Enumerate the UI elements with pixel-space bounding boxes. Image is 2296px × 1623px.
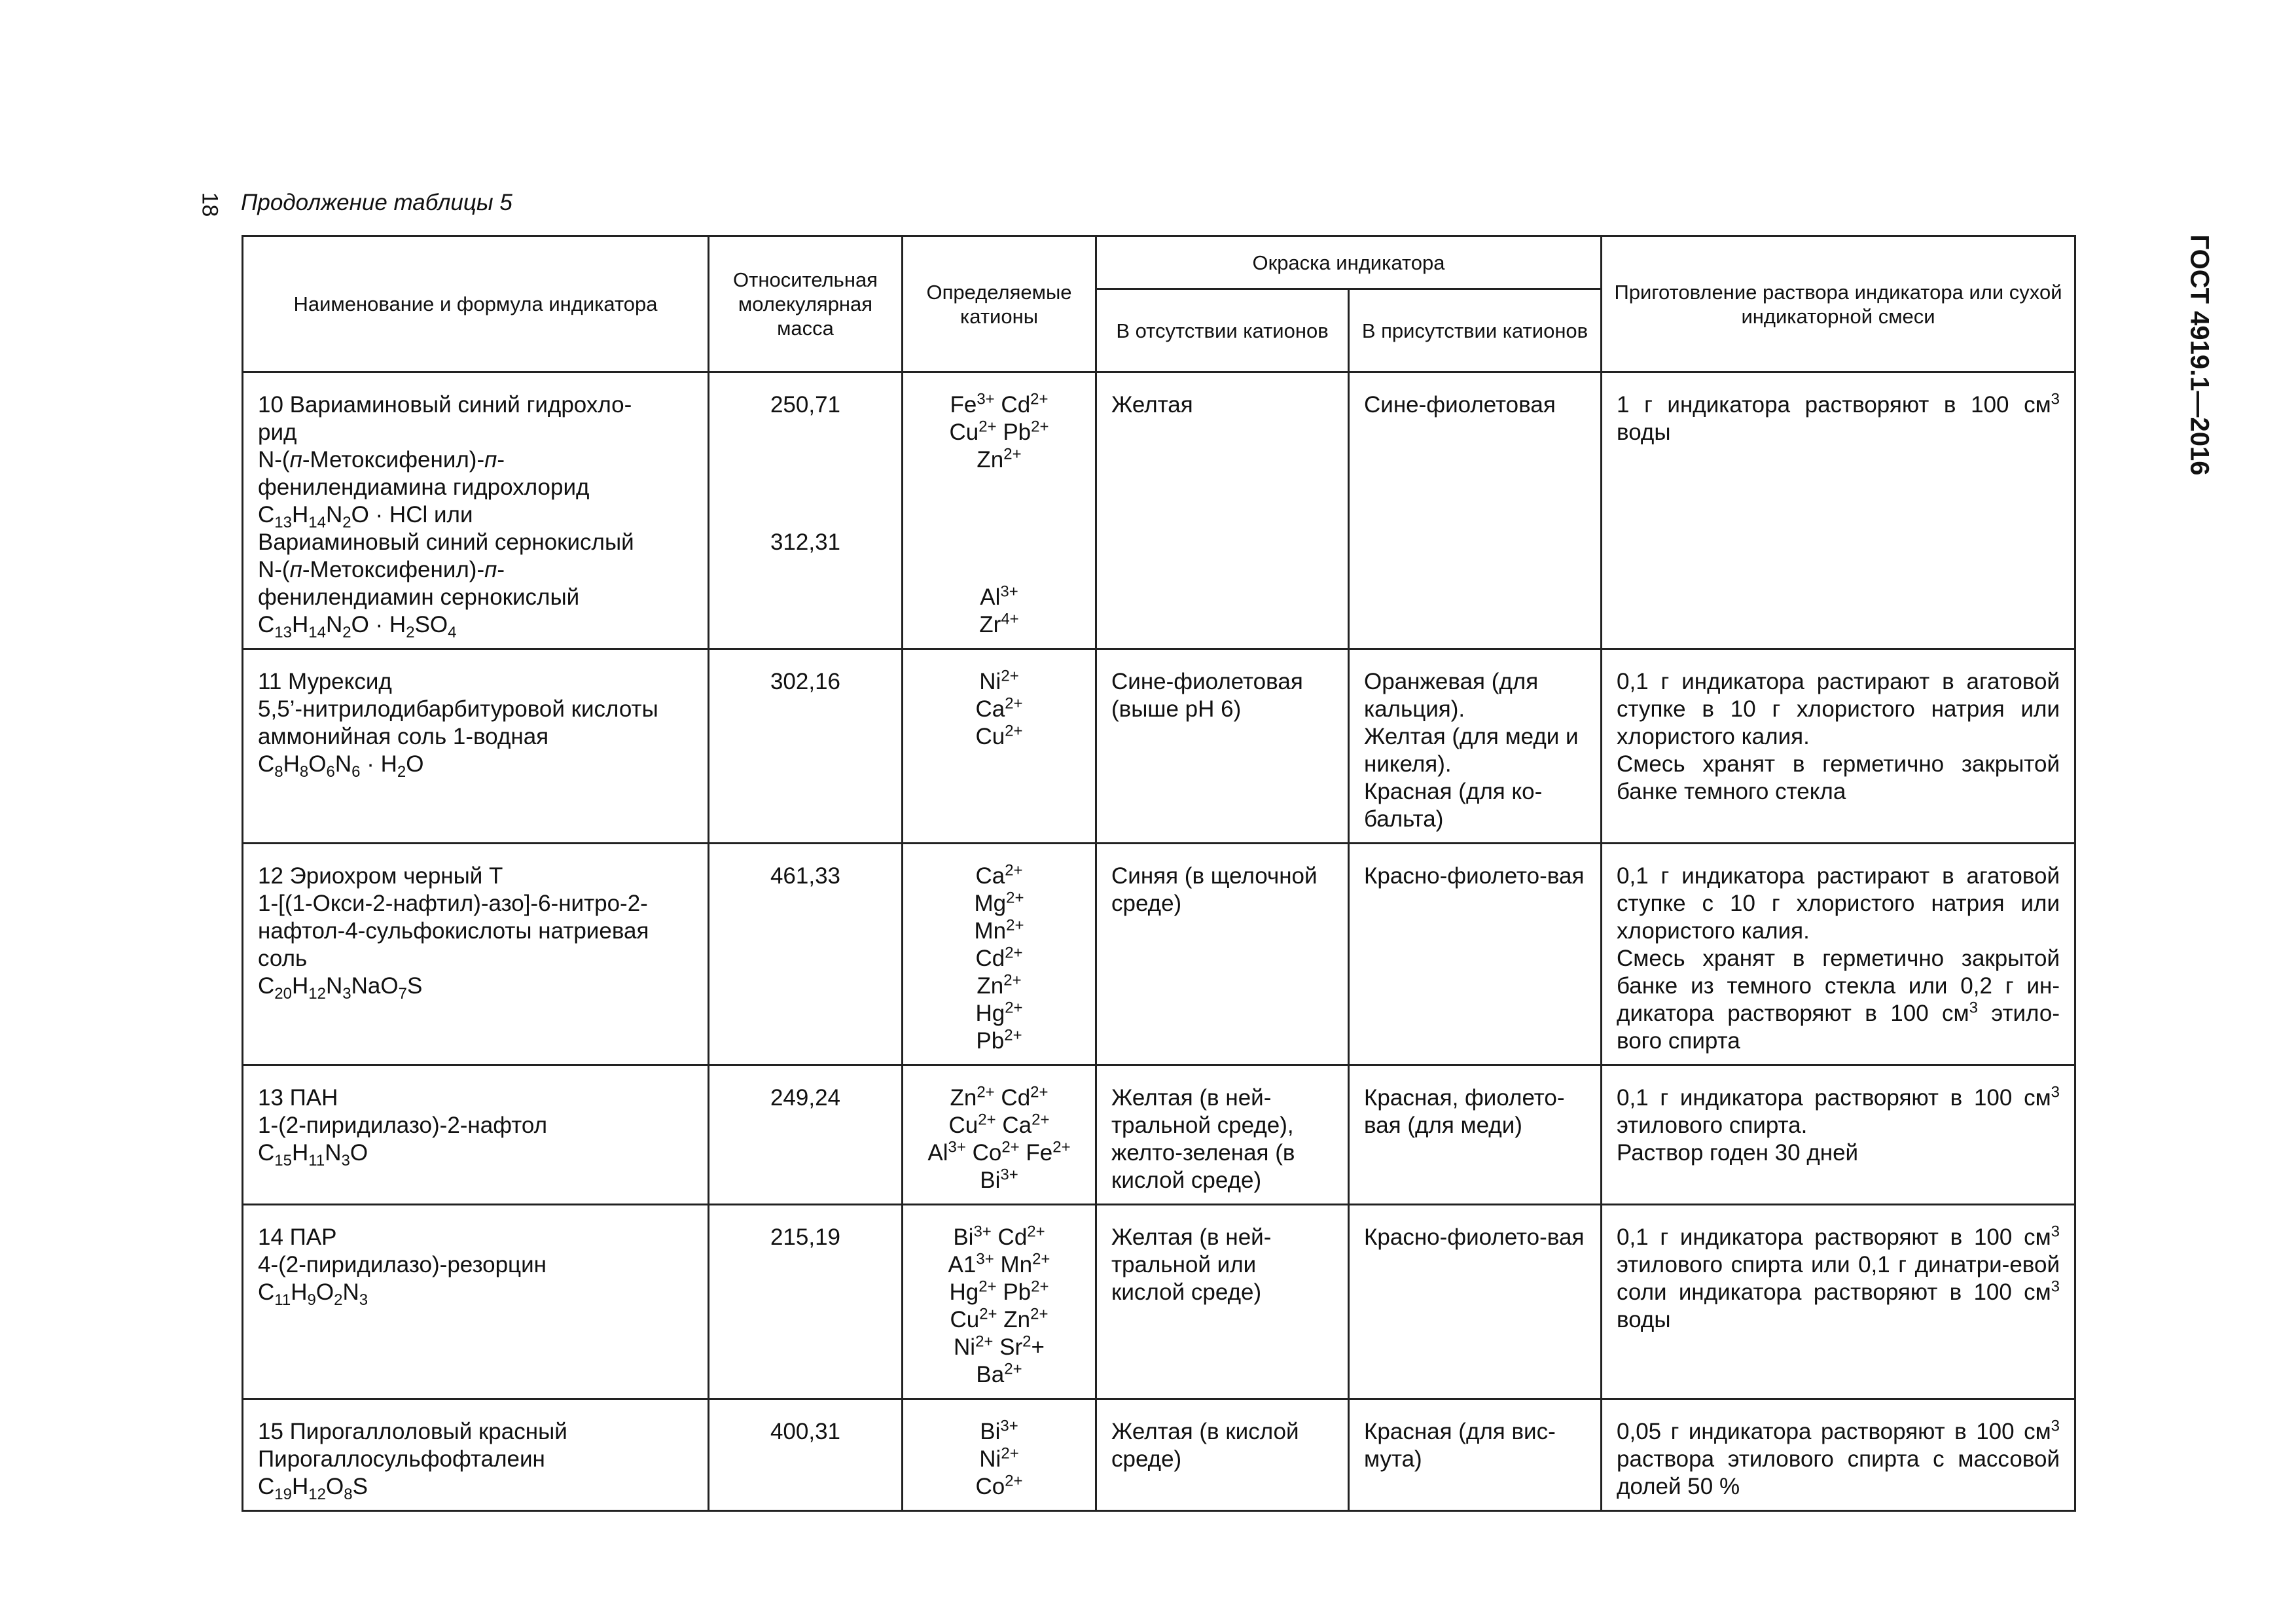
cell-color-present: Красно-фиолето-вая <box>1349 844 1602 1065</box>
cell-color-absent: Желтая (в кислой среде) <box>1096 1399 1349 1511</box>
header-name: Наименование и формула индикатора <box>243 236 709 372</box>
cell-cations: $Ca^{2+}$ $Mg^{2+}$ $Mn^{2+}$ $Cd^{2+}$ $Zn^{2+}$ $Hg^{2+}$ $Pb^{2+}$ <box>903 844 1096 1065</box>
cell-cations: $Fe^{3+}$ $Cd^{2+}$ $Cu^{2+}$ $Pb^{2+}$ $Zn^{2+}$ $Al^{3+}$ $Zr^{4+}$ <box>903 372 1096 649</box>
cell-name: 13 ПАН 1-(2-пиридилазо)-2-нафтол $C_{15}H_{11}N_3O$ <box>243 1065 709 1205</box>
indicator-table <box>242 235 2076 1512</box>
cell-mass: 250,71 312,31 <box>709 372 903 649</box>
cell-prep: 0,1 г индикатора растворяют в 100 $см^3$ этилового спирта или 0,1 г динатри-евой соли индикатора растворяют в 100 $см^3$ воды <box>1602 1205 2075 1399</box>
cell-color-present: Красная, фиолето-вая (для меди) <box>1349 1065 1602 1205</box>
cell-color-absent: Синяя (в щелочной среде) <box>1096 844 1349 1065</box>
cell-name: 14 ПАР 4-(2-пиридилазо)-резорцин $C_{11}H_9O_2N_3$ <box>243 1205 709 1399</box>
cell-name: 10 Вариаминовый синий гидрохло- рид N-(п-Метоксифенил)-п- фенилендиамина гидрохлорид $C_{13}H_{14}N_2O$ · HCl или Вариаминовый синий сернокислый N-(п-Метоксифенил)-п- фенилендиамин сернокислый $C_{13}H_{14}N_2O \cdot H_2SO_4$ <box>243 372 709 649</box>
cell-cations: $Ni^{2+}$ $Ca^{2+}$ $Cu^{2+}$ <box>903 649 1096 844</box>
table-row <box>243 649 2075 844</box>
header-prep: Приготовление раствора индикатора или сухой индикаторной смеси <box>1602 236 2075 372</box>
cell-prep: 0,05 г индикатора растворяют в 100 $см^3$ раствора этилового спирта с массовой долей 50 % <box>1602 1399 2075 1511</box>
cell-mass: 461,33 <box>709 844 903 1065</box>
header-cations: Определяемые катионы <box>903 236 1096 372</box>
cell-name: 11 Мурексид 5,5’-нитрилодибарбитуровой кислоты аммонийная соль 1-водная $C_8H_8O_6N_6 \cdot H_2O$ <box>243 649 709 844</box>
cell-color-absent: Желтая (в ней-тральной или кислой среде) <box>1096 1205 1349 1399</box>
cell-name: 12 Эриохром черный Т 1-[(1-Окси-2-нафтил)-азо]-6-нитро-2- нафтол-4-сульфокислоты натриевая соль $C_{20}H_{12}N_3NaO_7S$ <box>243 844 709 1065</box>
document-id: ГОСТ 4919.1—2016 <box>2185 234 2214 476</box>
cell-prep: 0,1 г индикатора растворяют в 100 $см^3$ этилового спирта. Раствор годен 30 дней <box>1602 1065 2075 1205</box>
cell-color-absent: Сине-фиолетовая (выше pH 6) <box>1096 649 1349 844</box>
cell-name: 15 Пирогаллоловый красный Пирогаллосульфофталеин $C_{19}H_{12}O_8S$ <box>243 1399 709 1511</box>
header-color-absent: В отсутствии катионов <box>1096 289 1349 372</box>
table-row <box>243 1205 2075 1399</box>
cell-prep: 0,1 г индикатора растирают в агатовой ступке с 10 г хлористого натрия или хлористого калия. Смесь хранят в герметично закрытой банке из темного стекла или 0,2 г ин-дикатора растворяют в 100 $см^3$ этило-вого спирта <box>1602 844 2075 1065</box>
cell-mass: 302,16 <box>709 649 903 844</box>
cell-cations: $Zn^{2+}$ $Cd^{2+}$ $Cu^{2+}$ $Ca^{2+}$ $Al^{3+}$ $Co^{2+}$ $Fe^{2+}$ $Bi^{3+}$ <box>903 1065 1096 1205</box>
cell-color-present: Оранжевая (для кальция). Желтая (для меди и никеля). Красная (для ко-бальта) <box>1349 649 1602 844</box>
page-number: 18 <box>197 192 223 217</box>
header-color-present: В присутствии катионов <box>1349 289 1602 372</box>
cell-color-present: Красно-фиолето-вая <box>1349 1205 1602 1399</box>
cell-cations: $Bi^{3+}$ $Cd^{2+}$ $A1^{3+}$ $Mn^{2+}$ $Hg^{2+}$ $Pb^{2+}$ $Cu^{2+}$ $Zn^{2+}$ $Ni^{2+}$ $Sr^2+$ $Ba^{2+}$ <box>903 1205 1096 1399</box>
cell-prep: 0,1 г индикатора растирают в агатовой ступке в 10 г хлористого натрия или хлористого калия. Смесь хранят в герметично закрытой банке темного стекла <box>1602 649 2075 844</box>
cell-color-present: Сине-фиолетовая <box>1349 372 1602 649</box>
header-color-group: Окраска индикатора <box>1096 236 1602 289</box>
table-row <box>243 1065 2075 1205</box>
table-caption: Продолжение таблицы 5 <box>241 190 512 215</box>
cell-color-present: Красная (для вис-мута) <box>1349 1399 1602 1511</box>
cell-mass: 400,31 <box>709 1399 903 1511</box>
cell-cations: $Bi^{3+}$ $Ni^{2+}$ $Co^{2+}$ <box>903 1399 1096 1511</box>
header-mass: Относительная молекулярная масса <box>709 236 903 372</box>
cell-mass: 249,24 <box>709 1065 903 1205</box>
table-row <box>243 844 2075 1065</box>
cell-mass: 215,19 <box>709 1205 903 1399</box>
cell-color-absent: Желтая <box>1096 372 1349 649</box>
table-row <box>243 1399 2075 1511</box>
table-row <box>243 372 2075 649</box>
cell-prep: 1 г индикатора растворяют в 100 $см^3$ воды <box>1602 372 2075 649</box>
cell-color-absent: Желтая (в ней-тральной среде), желто-зеленая (в кислой среде) <box>1096 1065 1349 1205</box>
table-body <box>243 372 2075 1511</box>
